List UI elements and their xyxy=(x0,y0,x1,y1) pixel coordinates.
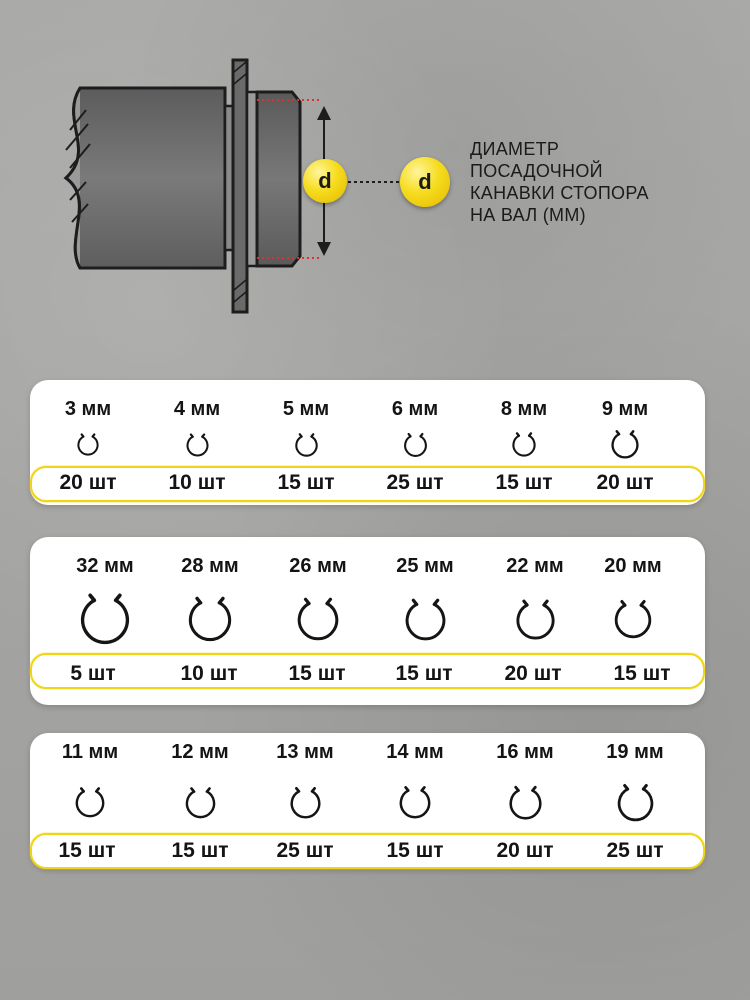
size-label: 8 мм xyxy=(500,398,548,420)
circlip-icon xyxy=(605,425,645,465)
size-panel-large xyxy=(30,537,705,705)
circlip-icon xyxy=(289,428,324,463)
quantity-label: 10 шт xyxy=(180,662,238,685)
quantity-label: 10 шт xyxy=(168,471,226,494)
circlip-icon xyxy=(291,593,345,647)
size-label: 12 мм xyxy=(171,741,229,763)
circlip-icon xyxy=(284,782,327,825)
diameter-badge-left: d xyxy=(303,159,347,203)
quantity-label: 25 шт xyxy=(276,839,334,862)
size-label: 32 мм xyxy=(76,555,134,577)
size-label: 11 мм xyxy=(61,741,119,763)
ring-row xyxy=(30,537,705,657)
ring-row xyxy=(30,380,705,470)
description-line: ПОСАДОЧНОЙ xyxy=(470,161,603,181)
quantity-label: 15 шт xyxy=(288,662,346,685)
size-label: 5 мм xyxy=(282,398,330,420)
quantity-label: 15 шт xyxy=(277,471,335,494)
circlip-icon xyxy=(510,595,561,646)
size-label: 22 мм xyxy=(506,555,564,577)
quantity-label: 20 шт xyxy=(59,471,117,494)
quantity-label: 15 шт xyxy=(386,839,444,862)
description-line: НА ВАЛ (ММ) xyxy=(470,205,586,225)
quantity-label: 25 шт xyxy=(606,839,664,862)
description-line: КАНАВКИ СТОПОРА xyxy=(470,183,649,203)
size-label: 6 мм xyxy=(391,398,439,420)
quantity-label: 5 шт xyxy=(70,662,116,685)
circlip-icon xyxy=(71,428,105,462)
quantity-label: 15 шт xyxy=(58,839,116,862)
size-label: 16 мм xyxy=(496,741,554,763)
quantity-label: 20 шт xyxy=(496,839,554,862)
circlip-icon xyxy=(393,781,437,825)
quantity-label: 20 шт xyxy=(504,662,562,685)
quantity-label: 25 шт xyxy=(386,471,444,494)
size-label: 28 мм xyxy=(181,555,239,577)
quantity-label: 15 шт xyxy=(171,839,229,862)
size-label: 13 мм xyxy=(276,741,334,763)
shaft-body xyxy=(66,88,225,268)
quantity-row xyxy=(30,839,705,879)
ring-row xyxy=(30,733,705,833)
circlip-icon xyxy=(608,595,658,645)
quantity-label: 20 шт xyxy=(596,471,654,494)
circlip-icon xyxy=(398,428,433,463)
size-label: 9 мм xyxy=(601,398,649,420)
circlip-icon xyxy=(180,428,215,463)
circlip-icon xyxy=(179,782,222,825)
circlip-icon xyxy=(399,594,452,647)
diameter-description xyxy=(470,138,740,226)
shaft-tip xyxy=(257,92,300,266)
size-label: 4 мм xyxy=(173,398,221,420)
size-panel-medium xyxy=(30,733,705,869)
circlip-icon xyxy=(182,592,238,648)
size-label: 20 мм xyxy=(604,555,662,577)
circlip-icon xyxy=(74,589,136,651)
shaft-groove-diagram xyxy=(0,0,750,340)
description-line: ДИАМЕТР xyxy=(470,139,560,159)
quantity-label: 15 шт xyxy=(395,662,453,685)
quantity-label: 15 шт xyxy=(613,662,671,685)
diameter-badge-right: d xyxy=(400,157,450,207)
size-label: 14 мм xyxy=(386,741,444,763)
size-label: 19 мм xyxy=(606,741,664,763)
size-label: 3 мм xyxy=(64,398,112,420)
circlip-icon xyxy=(69,782,111,824)
size-label: 25 мм xyxy=(396,555,454,577)
quantity-label: 15 шт xyxy=(495,471,553,494)
circlip-icon xyxy=(506,427,542,463)
size-panel-small xyxy=(30,380,705,505)
quantity-row xyxy=(30,471,705,511)
size-label: 26 мм xyxy=(289,555,347,577)
circlip-icon xyxy=(611,779,660,828)
circlip-icon xyxy=(503,781,548,826)
quantity-row xyxy=(30,662,705,702)
